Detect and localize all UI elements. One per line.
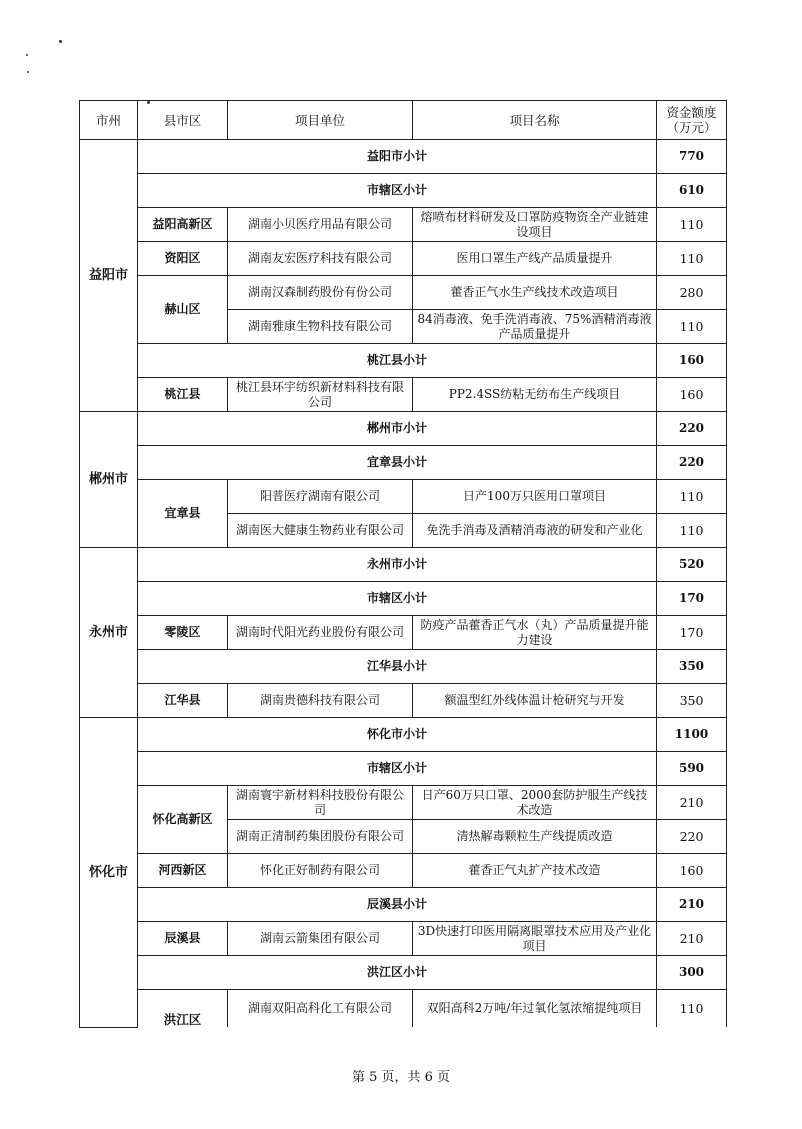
subtotal-label: 益阳市小计 [138,140,657,174]
city-subtotal-row [80,548,727,582]
page-footer: 第 5 页，共 6 页 [351,1070,451,1085]
city-subtotal-row [80,140,727,174]
amount-cell: 350 [657,684,727,718]
subtotal-value: 610 [657,174,727,208]
subtotal-value: 170 [657,582,727,616]
city-name: 益阳市 [80,140,138,412]
county-name: 资阳区 [138,242,228,276]
funding-table [79,100,727,1028]
unit-cell: 湖南时代阳光药业股份有限公司 [228,616,413,650]
subtotal-value: 160 [657,344,727,378]
unit-cell: 湖南雅康生物科技有限公司 [228,310,413,344]
project-cell: 熔喷布材料研发及口罩防疫物资全产业链建设项目 [413,208,657,242]
unit-cell: 湖南汉森制药股份有份公司 [228,276,413,310]
header-city: 市州 [80,101,138,140]
unit-cell: 怀化正好制药有限公司 [228,854,413,888]
amount-cell: 160 [657,378,727,412]
subtotal-value: 520 [657,548,727,582]
amount-cell: 110 [657,514,727,548]
amount-cell: 110 [657,990,727,1028]
header-project: 项目名称 [413,101,657,140]
project-cell: 清热解毒颗粒生产线提质改造 [413,820,657,854]
unit-cell: 湖南贵德科技有限公司 [228,684,413,718]
subtotal-label: 市辖区小计 [138,752,657,786]
amount-cell: 110 [657,480,727,514]
unit-cell: 湖南小贝医疗用品有限公司 [228,208,413,242]
project-cell: 3D快速打印医用隔离眼罩技术应用及产业化项目 [413,922,657,956]
table-row [80,208,727,242]
amount-cell: 280 [657,276,727,310]
header-unit: 项目单位 [228,101,413,140]
subtotal-value: 1100 [657,718,727,752]
project-cell: 免洗手消毒及酒精消毒液的研发和产业化 [413,514,657,548]
group-subtotal-row [80,888,727,922]
project-cell: 藿香正气水生产线技术改造项目 [413,276,657,310]
table-row [80,786,727,820]
city-name: 郴州市 [80,412,138,548]
subtotal-value: 770 [657,140,727,174]
unit-cell: 阳普医疗湖南有限公司 [228,480,413,514]
amount-cell: 110 [657,242,727,276]
header-amount: 资金额度 （万元） [657,101,727,140]
table-row [80,922,727,956]
amount-cell: 210 [657,786,727,820]
group-subtotal-row [80,446,727,480]
group-subtotal-row [80,582,727,616]
unit-cell: 湖南双阳高科化工有限公司 [228,990,413,1028]
unit-cell: 湖南友宏医疗科技有限公司 [228,242,413,276]
header-row [80,101,727,140]
subtotal-value: 220 [657,412,727,446]
project-cell: 医用口罩生产线产品质量提升 [413,242,657,276]
subtotal-value: 220 [657,446,727,480]
county-name: 河西新区 [138,854,228,888]
subtotal-value: 300 [657,956,727,990]
unit-cell: 湖南寰宇新材料科技股份有限公司 [228,786,413,820]
subtotal-value: 210 [657,888,727,922]
project-cell: 日产100万只医用口罩项目 [413,480,657,514]
table-row [80,276,727,310]
amount-cell: 210 [657,922,727,956]
city-subtotal-row [80,412,727,446]
subtotal-label: 洪江区小计 [138,956,657,990]
group-subtotal-row [80,956,727,990]
county-name: 江华县 [138,684,228,718]
unit-cell: 湖南正清制药集团股份有限公司 [228,820,413,854]
unit-cell: 湖南医大健康生物药业有限公司 [228,514,413,548]
table-row [80,854,727,888]
table-row [80,480,727,514]
city-name: 永州市 [80,548,138,718]
county-name: 辰溪县 [138,922,228,956]
county-name: 洪江区 [138,990,228,1028]
amount-cell: 170 [657,616,727,650]
header-county: 县市区 [138,101,228,140]
city-name: 怀化市 [80,718,138,1028]
table-row [80,616,727,650]
project-cell: 藿香正气丸扩产技术改造 [413,854,657,888]
amount-cell: 160 [657,854,727,888]
unit-cell: 桃江县环宇纺织新材料科技有限公司 [228,378,413,412]
group-subtotal-row [80,752,727,786]
project-cell: 日产60万只口罩、2000套防护服生产线技术改造 [413,786,657,820]
group-subtotal-row [80,650,727,684]
subtotal-value: 350 [657,650,727,684]
group-subtotal-row [80,174,727,208]
amount-cell: 110 [657,208,727,242]
subtotal-label: 郴州市小计 [138,412,657,446]
county-name: 零陵区 [138,616,228,650]
table-row [80,378,727,412]
subtotal-label: 辰溪县小计 [138,888,657,922]
project-cell: 防疫产品藿香正气水（丸）产品质量提升能力建设 [413,616,657,650]
subtotal-label: 怀化市小计 [138,718,657,752]
subtotal-label: 市辖区小计 [138,174,657,208]
group-subtotal-row [80,344,727,378]
unit-cell: 湖南云箭集团有限公司 [228,922,413,956]
project-cell: 84消毒液、免手洗消毒液、75%酒精消毒液产品质量提升 [413,310,657,344]
county-name: 宜章县 [138,480,228,548]
table-row [80,242,727,276]
subtotal-label: 市辖区小计 [138,582,657,616]
county-name: 益阳高新区 [138,208,228,242]
table-row [80,990,727,1028]
table-row [80,684,727,718]
city-subtotal-row [80,718,727,752]
project-cell: 双阳高科2万吨/年过氧化氢浓缩提纯项目 [413,990,657,1028]
project-cell: 额温型红外线体温计枪研究与开发 [413,684,657,718]
subtotal-value: 590 [657,752,727,786]
amount-cell: 220 [657,820,727,854]
subtotal-label: 宜章县小计 [138,446,657,480]
subtotal-label: 江华县小计 [138,650,657,684]
county-name: 赫山区 [138,276,228,344]
county-name: 桃江县 [138,378,228,412]
amount-cell: 110 [657,310,727,344]
county-name: 怀化高新区 [138,786,228,854]
subtotal-label: 桃江县小计 [138,344,657,378]
subtotal-label: 永州市小计 [138,548,657,582]
project-cell: PP2.4SS纺粘无纺布生产线项目 [413,378,657,412]
